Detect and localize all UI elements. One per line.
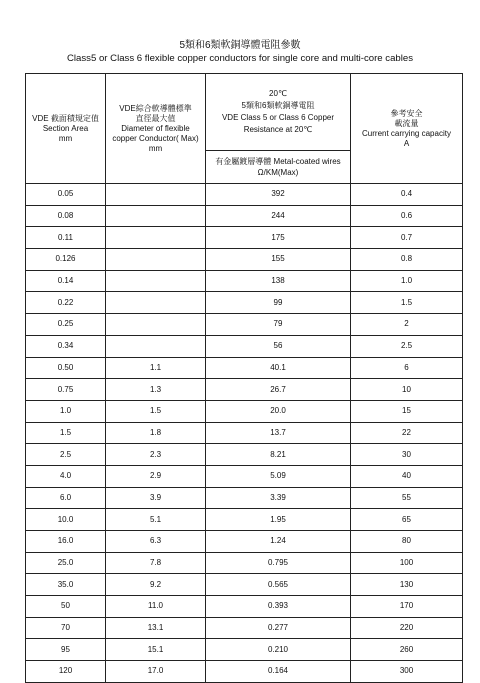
cell-resistance: 13.7 [206, 422, 351, 444]
cell-resistance: 99 [206, 292, 351, 314]
cell-capacity: 6 [351, 357, 463, 379]
cell-capacity: 30 [351, 444, 463, 466]
table-row [26, 617, 463, 639]
table-row [26, 314, 463, 336]
header-line: Diameter of flexible [121, 123, 190, 133]
cell-diameter [106, 292, 206, 314]
cell-capacity: 1.0 [351, 270, 463, 292]
cell-resistance: 40.1 [206, 357, 351, 379]
cell-capacity: 1.5 [351, 292, 463, 314]
cell-resistance: 20.0 [206, 400, 351, 422]
cell-diameter: 17.0 [106, 661, 206, 683]
cell-diameter [106, 314, 206, 336]
cell-diameter [106, 249, 206, 271]
cell-diameter: 5.1 [106, 509, 206, 531]
cell-area: 35.0 [26, 574, 106, 596]
cell-resistance: 175 [206, 227, 351, 249]
document-title-english: Class5 or Class 6 flexible copper conductors for single core and multi-core cables [66, 53, 414, 64]
header-row [26, 74, 463, 151]
cell-resistance: 26.7 [206, 379, 351, 401]
conductor-resistance-table [25, 73, 463, 683]
cell-capacity: 22 [351, 422, 463, 444]
table-row [26, 661, 463, 683]
cell-capacity: 0.6 [351, 205, 463, 227]
cell-area: 4.0 [26, 465, 106, 487]
cell-capacity: 300 [351, 661, 463, 683]
cell-area: 0.75 [26, 379, 106, 401]
header-line: mm [58, 133, 73, 143]
cell-area: 1.0 [26, 400, 106, 422]
header-line: Resistance at 20℃ [243, 125, 313, 134]
header-line: VDE 截面積規定值 [32, 113, 99, 123]
cell-capacity: 2.5 [351, 335, 463, 357]
table-row [26, 531, 463, 553]
cell-area: 70 [26, 617, 106, 639]
table-row [26, 335, 463, 357]
header-diameter [106, 74, 206, 184]
header-line: Section Area [42, 123, 89, 133]
cell-area: 0.08 [26, 205, 106, 227]
header-line: 參考安全 [390, 108, 423, 118]
cell-diameter: 2.9 [106, 465, 206, 487]
header-line: Current carrying capacity [362, 128, 451, 138]
cell-resistance: 138 [206, 270, 351, 292]
cell-capacity: 0.4 [351, 184, 463, 206]
header-line: mm [148, 143, 163, 153]
cell-capacity: 65 [351, 509, 463, 531]
cell-resistance: 155 [206, 249, 351, 271]
table-row [26, 400, 463, 422]
cell-area: 0.34 [26, 335, 106, 357]
cell-capacity: 40 [351, 465, 463, 487]
cell-capacity: 100 [351, 552, 463, 574]
cell-area: 25.0 [26, 552, 106, 574]
cell-diameter [106, 205, 206, 227]
header-line: 直徑最大值 [135, 113, 176, 123]
table-row [26, 552, 463, 574]
table-row [26, 444, 463, 466]
table-row [26, 249, 463, 271]
cell-resistance: 3.39 [206, 487, 351, 509]
header-metal-coated [206, 151, 351, 184]
cell-resistance: 1.95 [206, 509, 351, 531]
cell-diameter: 2.3 [106, 444, 206, 466]
cell-capacity: 15 [351, 400, 463, 422]
cell-diameter: 1.1 [106, 357, 206, 379]
cell-area: 0.14 [26, 270, 106, 292]
header-line: 載流量 [394, 118, 419, 128]
header-current-capacity [351, 74, 463, 184]
header-line: 有金屬鍍層導體 Metal-coated wires [215, 157, 341, 166]
cell-diameter: 9.2 [106, 574, 206, 596]
cell-area: 0.25 [26, 314, 106, 336]
header-resistance [206, 74, 351, 151]
table-row [26, 205, 463, 227]
header-line: 5類和6類軟銅導電阻 [241, 101, 315, 110]
cell-capacity: 2 [351, 314, 463, 336]
cell-capacity: 220 [351, 617, 463, 639]
cell-resistance: 5.09 [206, 465, 351, 487]
cell-diameter [106, 335, 206, 357]
cell-capacity: 10 [351, 379, 463, 401]
cell-resistance: 0.393 [206, 596, 351, 618]
table-row [26, 596, 463, 618]
header-line: A [403, 138, 410, 148]
cell-resistance: 0.277 [206, 617, 351, 639]
cell-area: 0.22 [26, 292, 106, 314]
table-row [26, 270, 463, 292]
header-line: 20℃ [269, 89, 287, 98]
cell-area: 0.05 [26, 184, 106, 206]
table-row [26, 227, 463, 249]
cell-diameter: 1.8 [106, 422, 206, 444]
table-row [26, 357, 463, 379]
cell-resistance: 0.565 [206, 574, 351, 596]
table-row [26, 487, 463, 509]
cell-resistance: 56 [206, 335, 351, 357]
table-row [26, 509, 463, 531]
cell-capacity: 0.8 [351, 249, 463, 271]
cell-resistance: 0.795 [206, 552, 351, 574]
cell-area: 10.0 [26, 509, 106, 531]
cell-area: 0.11 [26, 227, 106, 249]
cell-capacity: 0.7 [351, 227, 463, 249]
header-line: VDE綜合軟導體標準 [119, 103, 192, 113]
cell-diameter: 3.9 [106, 487, 206, 509]
document-title-chinese: 5類和6類軟銅導體電阻參數 [179, 40, 301, 51]
cell-area: 0.50 [26, 357, 106, 379]
header-section-area [26, 74, 106, 184]
cell-area: 1.5 [26, 422, 106, 444]
table-row [26, 422, 463, 444]
cell-resistance: 1.24 [206, 531, 351, 553]
cell-capacity: 260 [351, 639, 463, 661]
cell-resistance: 79 [206, 314, 351, 336]
cell-diameter [106, 227, 206, 249]
table-row [26, 184, 463, 206]
header-line: VDE Class 5 or Class 6 Copper [221, 113, 335, 122]
cell-capacity: 170 [351, 596, 463, 618]
cell-diameter: 11.0 [106, 596, 206, 618]
cell-area: 2.5 [26, 444, 106, 466]
cell-resistance: 0.210 [206, 639, 351, 661]
cell-resistance: 8.21 [206, 444, 351, 466]
cell-area: 16.0 [26, 531, 106, 553]
table-row [26, 465, 463, 487]
cell-area: 6.0 [26, 487, 106, 509]
table-row [26, 292, 463, 314]
cell-area: 0.126 [26, 249, 106, 271]
cell-capacity: 55 [351, 487, 463, 509]
cell-capacity: 130 [351, 574, 463, 596]
table-row [26, 379, 463, 401]
table-row [26, 639, 463, 661]
header-line: copper Conductor( Max) [112, 133, 199, 143]
cell-diameter [106, 270, 206, 292]
cell-area: 95 [26, 639, 106, 661]
cell-resistance: 0.164 [206, 661, 351, 683]
cell-diameter: 1.3 [106, 379, 206, 401]
cell-diameter [106, 184, 206, 206]
header-line: Ω/KM(Max) [257, 168, 299, 177]
table-body [26, 74, 463, 683]
cell-diameter: 7.8 [106, 552, 206, 574]
cell-diameter: 13.1 [106, 617, 206, 639]
cell-diameter: 6.3 [106, 531, 206, 553]
cell-diameter: 15.1 [106, 639, 206, 661]
cell-area: 120 [26, 661, 106, 683]
cell-resistance: 392 [206, 184, 351, 206]
cell-capacity: 80 [351, 531, 463, 553]
cell-area: 50 [26, 596, 106, 618]
cell-resistance: 244 [206, 205, 351, 227]
table-row [26, 574, 463, 596]
cell-diameter: 1.5 [106, 400, 206, 422]
